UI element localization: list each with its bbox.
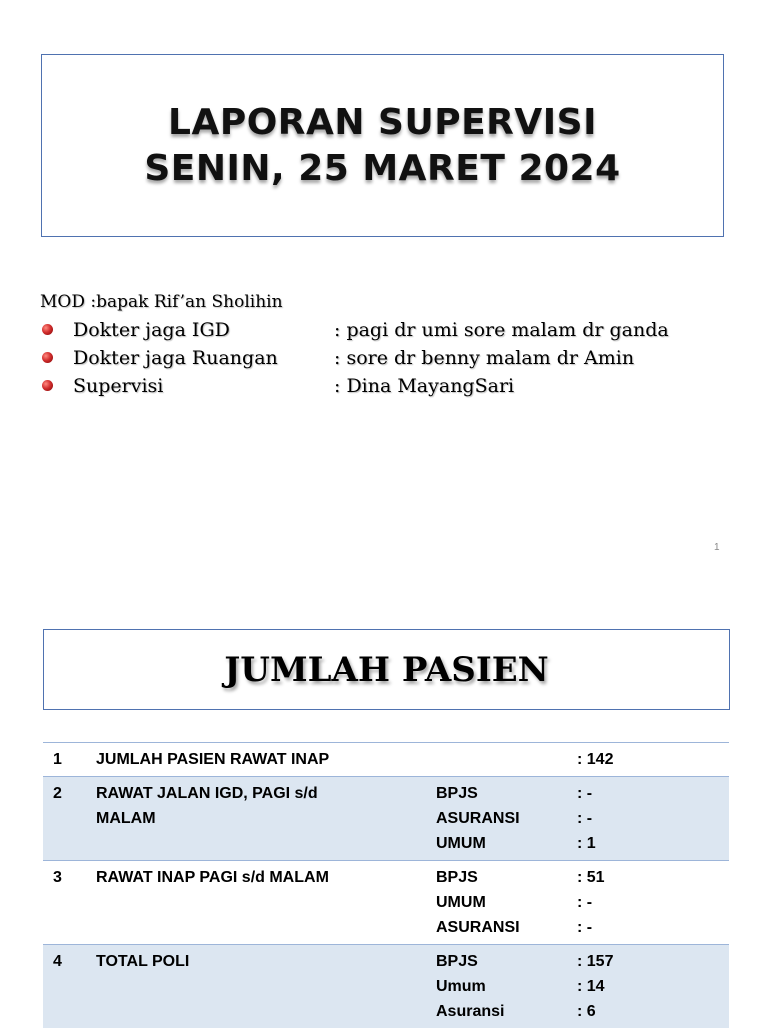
info-label: Supervisi bbox=[73, 372, 163, 400]
info-row-igd bbox=[40, 316, 283, 344]
category-value: : - bbox=[577, 781, 729, 806]
category-label: UMUM bbox=[436, 890, 577, 915]
category-label: ASURANSI bbox=[436, 915, 577, 940]
row-value: : 142 bbox=[577, 743, 729, 777]
row-number: 1 bbox=[43, 743, 96, 777]
row-categories bbox=[436, 945, 577, 1028]
category-value: : 14 bbox=[577, 974, 729, 999]
category-value: : - bbox=[577, 915, 729, 940]
info-value: : sore dr benny malam dr Amin bbox=[334, 344, 634, 372]
report-date: SENIN, 25 MARET 2024 bbox=[144, 146, 620, 192]
table-row bbox=[43, 945, 729, 1028]
category-value: : 157 bbox=[577, 949, 729, 974]
category-value: : - bbox=[577, 806, 729, 831]
row-number: 4 bbox=[43, 945, 96, 1028]
row-number: 2 bbox=[43, 777, 96, 861]
staff-info bbox=[40, 288, 283, 400]
row-item: TOTAL POLI bbox=[96, 945, 436, 1028]
patient-table bbox=[43, 742, 729, 1028]
category-value: : 1 bbox=[577, 831, 729, 856]
section-title: JUMLAH PASIEN bbox=[43, 629, 730, 710]
table-row bbox=[43, 777, 729, 861]
category-label: ASURANSI bbox=[436, 806, 577, 831]
report-title: LAPORAN SUPERVISI bbox=[168, 100, 597, 146]
info-value: : pagi dr umi sore malam dr ganda bbox=[334, 316, 669, 344]
row-categories bbox=[436, 777, 577, 861]
row-item: RAWAT JALAN IGD, PAGI s/d MALAM bbox=[96, 777, 436, 861]
category-value: : 51 bbox=[577, 865, 729, 890]
bullet-icon bbox=[42, 380, 53, 391]
row-values bbox=[577, 861, 729, 945]
row-values bbox=[577, 945, 729, 1028]
row-categories bbox=[436, 861, 577, 945]
page-number: 1 bbox=[714, 542, 720, 553]
title-box bbox=[41, 54, 724, 237]
category-value: : 6 bbox=[577, 999, 729, 1024]
row-number: 3 bbox=[43, 861, 96, 945]
row-category bbox=[436, 743, 577, 777]
info-label: Dokter jaga IGD bbox=[73, 316, 230, 344]
category-label: UMUM bbox=[436, 831, 577, 856]
category-label: Asuransi bbox=[436, 999, 577, 1024]
info-value: : Dina MayangSari bbox=[334, 372, 514, 400]
table-row bbox=[43, 743, 729, 777]
row-item: RAWAT INAP PAGI s/d MALAM bbox=[96, 861, 436, 945]
category-value: : - bbox=[577, 890, 729, 915]
category-label: BPJS bbox=[436, 949, 577, 974]
mod-line: MOD :bapak Rif’an Sholihin bbox=[40, 288, 283, 316]
bullet-icon bbox=[42, 324, 53, 335]
info-row-supervisi bbox=[40, 372, 283, 400]
table-row bbox=[43, 861, 729, 945]
info-label: Dokter jaga Ruangan bbox=[73, 344, 278, 372]
category-label: Umum bbox=[436, 974, 577, 999]
row-values bbox=[577, 777, 729, 861]
category-label: BPJS bbox=[436, 781, 577, 806]
row-item: JUMLAH PASIEN RAWAT INAP bbox=[96, 743, 436, 777]
info-row-ruangan bbox=[40, 344, 283, 372]
bullet-icon bbox=[42, 352, 53, 363]
category-label: BPJS bbox=[436, 865, 577, 890]
